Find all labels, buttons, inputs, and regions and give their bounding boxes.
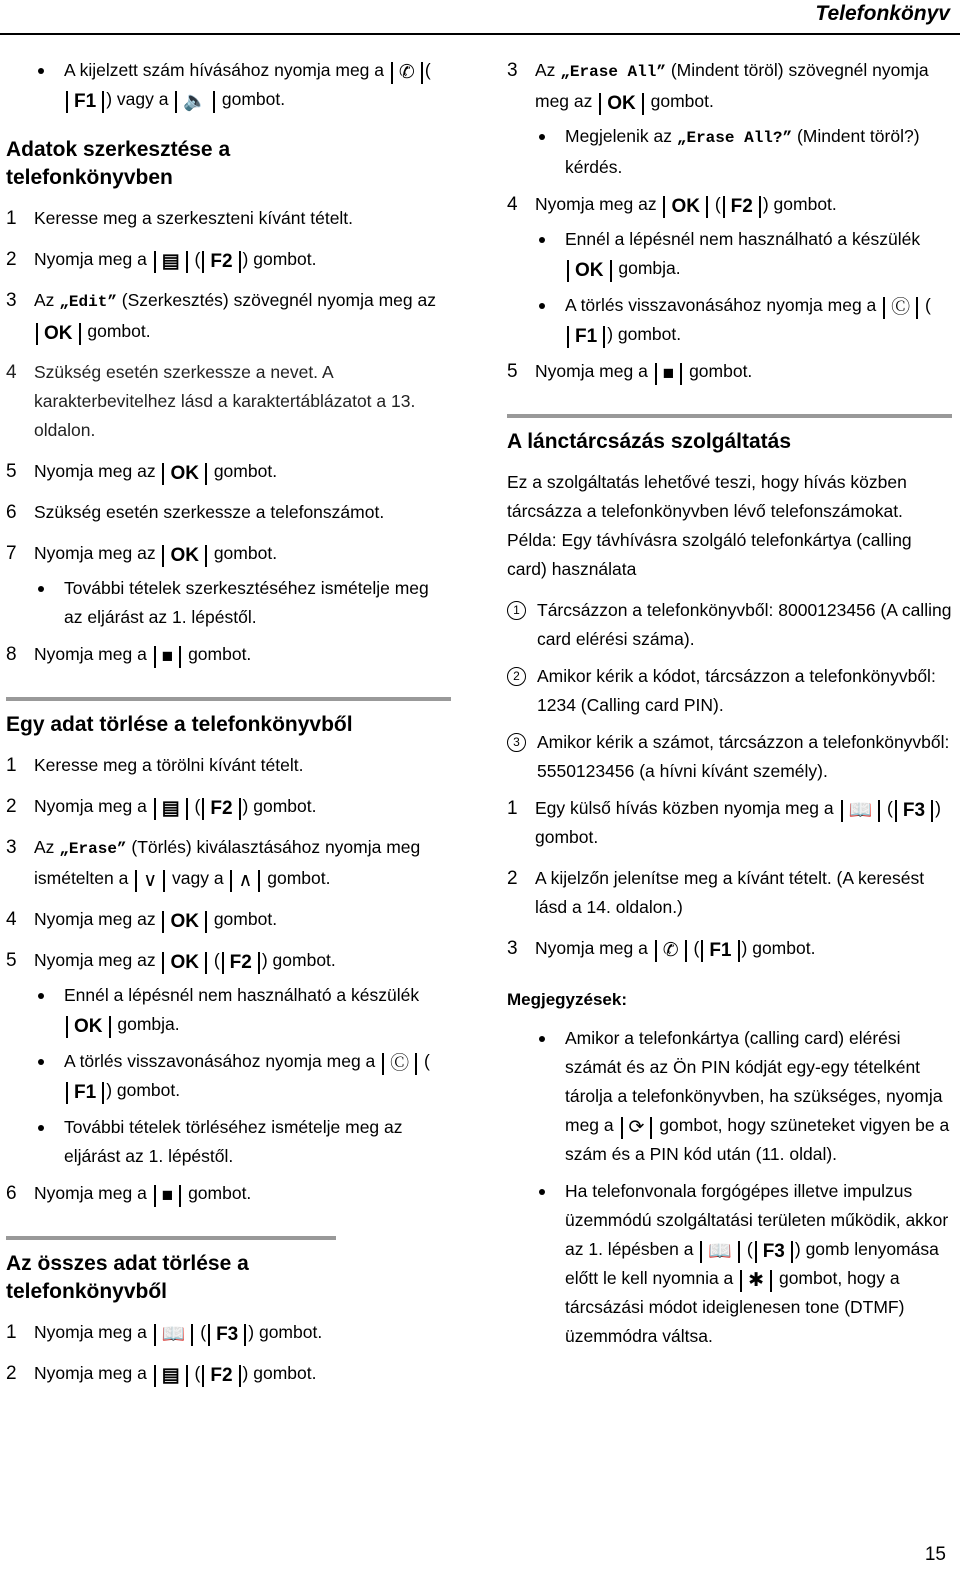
- erase-all-step-3-c: gombot.: [650, 91, 714, 111]
- f2-key: F2: [723, 196, 761, 218]
- f1-key: F1: [66, 1082, 104, 1104]
- erase-all-step-4: 4 Nyomja meg az OK ( F2 ) gombot.: [507, 194, 837, 217]
- chain-example-2: [507, 662, 952, 720]
- note-2-c: gombot, hogy a tárcsázási módot ideiglenesen tone (DTMF) üzemmódra váltsa.: [565, 1268, 905, 1346]
- f2-key: F2: [202, 1365, 240, 1387]
- down-arrow-icon: ∨: [135, 870, 165, 892]
- note-2-b: gomb lenyomása előtt le kell nyomnia a: [565, 1239, 939, 1288]
- section-title-erase-one: Egy adat törlése a telefonkönyvből: [6, 697, 451, 739]
- stop-icon: ■: [154, 1185, 181, 1207]
- erase-code: „Erase”: [59, 840, 127, 858]
- chain-step-3: 3 Nyomja meg a ✆ ( F1 ) gombot.: [507, 938, 816, 961]
- menu-icon: ▤: [154, 251, 188, 273]
- edit-step-6: 6 Szükség esetén szerkessze a telefonszámot.: [6, 502, 385, 523]
- chain-step-1-a: Egy külső hívás közben nyomja meg a: [535, 798, 834, 818]
- erase-bullet-2-b: gombot.: [116, 1080, 181, 1100]
- erase-all-bullet-2-b: gombot.: [617, 324, 682, 344]
- phone-handset-icon: ✆: [391, 62, 423, 84]
- erase-all-step-3-a: Az: [535, 60, 556, 80]
- erase-all-step-2: 2 Nyomja meg a ▤ ( F2 ) gombot.: [6, 1363, 317, 1386]
- erase-step-4-a: Nyomja meg az: [34, 909, 156, 929]
- erase-all-step-3: 3 Az „Erase All” (Mindent töröl) szövegnél nyomja meg az OK gombot.: [507, 60, 929, 114]
- ok-key: OK: [162, 463, 207, 485]
- f1-key: F1: [567, 326, 605, 348]
- chain-example-3-b: 5550123456 (a hívni kívánt személy).: [537, 761, 828, 781]
- erase-step-4: 4 Nyomja meg az OK gombot.: [6, 909, 278, 932]
- erase-step-1: 1 Keresse meg a törölni kívánt tételt.: [6, 755, 304, 776]
- ok-key: OK: [36, 323, 81, 345]
- erase-all-step-5-a: Nyomja meg a: [535, 361, 648, 381]
- ok-key: OK: [162, 911, 207, 933]
- edit-step-5: 5 Nyomja meg az OK gombot.: [6, 461, 278, 484]
- edit-step-1-text: Keresse meg a szerkeszteni kívánt tételt.: [34, 208, 354, 228]
- phonebook-icon: 📖: [841, 800, 881, 822]
- edit-step-8: 8 Nyomja meg a ■ gombot.: [6, 644, 252, 667]
- erase-step-2: 2 Nyomja meg a ▤ ( F2 ) gombot.: [6, 796, 317, 819]
- header-rule: [0, 33, 960, 35]
- edit-step-7: 7 Nyomja meg az OK gombot.: [6, 543, 278, 566]
- intro-bullet: [6, 56, 451, 114]
- star-icon: ✱: [740, 1270, 772, 1292]
- erase-step-5: 5 Nyomja meg az OK ( F2 ) gombot.: [6, 950, 336, 973]
- chain-example-2-a: Amikor kérik a kódot, tárcsázzon a telefonkönyvből:: [537, 666, 936, 686]
- erase-bullet-1-a: Ennél a lépésnél nem használható a készülék: [64, 985, 420, 1005]
- erase-all-bullet-1: [507, 225, 952, 283]
- note-2-a: Ha telefonvonala forgógépes illetve impulzus üzemmódú szolgáltatási területen működik, akkor az 1. lépésben a: [565, 1181, 949, 1259]
- ok-key: OK: [162, 545, 207, 567]
- erase-step-3-d: gombot.: [267, 868, 331, 888]
- stop-icon: ■: [154, 646, 181, 668]
- edit-code: „Edit”: [59, 293, 117, 311]
- chain-example-1-text: Tárcsázzon a telefonkönyvből: 8000123456 (A calling card elérési száma).: [537, 600, 952, 649]
- chain-step-1: 1 Egy külső hívás közben nyomja meg a 📖 ( F3 ) gombot.: [507, 798, 941, 847]
- right-column: [507, 56, 952, 1359]
- section-title-chain-dial: A lánctárcsázás szolgáltatás: [507, 414, 952, 456]
- f3-key: F3: [895, 800, 933, 822]
- chain-intro: Ez a szolgáltatás lehetővé teszi, hogy hívás közben tárcsázza a telefonkönyvben lévő telefonszámokat. Példa: Egy távhívásra szolgáló telefonkártya (calling card) használata: [507, 472, 912, 579]
- page-header-title: Telefonkönyv: [815, 2, 950, 25]
- chain-example-3-a: Amikor kérik a számot, tárcsázzon a telefonkönyvből:: [537, 732, 950, 752]
- erase-all-step-3-bullet: [507, 122, 952, 182]
- circled-1-icon: 1: [507, 601, 526, 620]
- chain-example-1: [507, 596, 952, 654]
- note-1-b: gombot, hogy szüneteket vigyen be a szám és a PIN kód után (11. oldal).: [565, 1115, 950, 1164]
- erase-all-bullet-2: A törlés visszavonásához nyomja meg a Ⓒ (F1 ) gombot.: [507, 291, 952, 349]
- edit-step-4-text: Szükség esetén szerkessze a nevet. A karakterbevitelhez lásd a karaktertáblázatot a 13. oldalon.: [34, 362, 416, 440]
- erase-bullet-1: [6, 981, 451, 1039]
- erase-all-step-4-b: gombot.: [773, 194, 837, 214]
- erase-all-step-1-a: Nyomja meg a: [34, 1322, 147, 1342]
- note-1: [507, 1024, 952, 1169]
- f2-key: F2: [202, 251, 240, 273]
- note-2: Ha telefonvonala forgógépes illetve impulzus üzemmódú szolgáltatási területen működik, akkor az 1. lépésben a 📖 ( F3 ) gomb lenyomása előtt le kell nyomnia a ✱ gombot, hogy a tárcsázási módot ideiglenesen tone (DTMF) üzemmódra váltsa.: [507, 1177, 952, 1351]
- erase-all-bullet-2-a: A törlés visszavonásához nyomja meg a: [565, 295, 877, 315]
- edit-step-7-bullet: További tételek szerkesztéséhez ismételje meg az eljárást az 1. lépéstől.: [6, 574, 451, 632]
- erase-all-code: „Erase All”: [560, 63, 666, 81]
- erase-all-step-5: 5 Nyomja meg a ■ gombot.: [507, 361, 753, 384]
- edit-step-5-b: gombot.: [213, 461, 278, 481]
- erase-bullet-2-a: A törlés visszavonásához nyomja meg a: [64, 1051, 376, 1071]
- notes-title: Megjegyzések:: [507, 990, 627, 1009]
- speaker-icon: 🔈: [175, 91, 215, 113]
- ok-key: OK: [162, 952, 207, 974]
- erase-step-5-b: gombot.: [272, 950, 336, 970]
- ok-key: OK: [599, 93, 644, 115]
- clear-c-icon: Ⓒ: [883, 297, 918, 319]
- edit-step-2-end: gombot.: [253, 249, 317, 269]
- f2-key: F2: [222, 952, 260, 974]
- chain-step-3-a: Nyomja meg a: [535, 938, 648, 958]
- erase-all-bullet-a: Megjelenik az: [565, 126, 672, 146]
- paren-open: (: [424, 60, 431, 80]
- edit-step-3: 3 Az „Edit” (Szerkesztés) szövegnél nyomja meg az OK gombot.: [6, 290, 436, 344]
- edit-step-3-a: Az: [34, 290, 55, 310]
- erase-all-step-2-b: gombot.: [253, 1363, 317, 1383]
- erase-all-bullet-b: (Mindent töröl?) kérdés.: [565, 126, 920, 177]
- ok-key: OK: [663, 196, 708, 218]
- erase-step-6: 6 Nyomja meg a ■ gombot.: [6, 1183, 252, 1206]
- edit-step-6-text: Szükség esetén szerkessze a telefonszámot.: [34, 502, 385, 522]
- circled-2-icon: 2: [507, 667, 526, 686]
- ok-key: OK: [66, 1016, 111, 1038]
- chain-step-3-b: gombot.: [752, 938, 816, 958]
- erase-all-step-1-b: gombot.: [258, 1322, 323, 1342]
- left-column: [6, 56, 451, 1400]
- erase-all-step-3-b: (Mindent töröl) szövegnél nyomja meg az: [535, 60, 929, 111]
- ok-key: OK: [567, 260, 612, 282]
- phonebook-icon: 📖: [700, 1241, 740, 1263]
- f1-key: F1: [66, 91, 104, 113]
- erase-bullet-1-b: gombja.: [117, 1014, 180, 1034]
- erase-all-step-5-b: gombot.: [689, 361, 753, 381]
- section-title-erase-all: Az összes adat törlése a telefonkönyvből: [6, 1236, 336, 1306]
- edit-step-4: 4 Szükség esetén szerkessze a nevet. A karakterbevitelhez lásd a karaktertáblázatot a 13. oldalon.: [6, 362, 416, 440]
- edit-step-5-a: Nyomja meg az: [34, 461, 156, 481]
- stop-icon: ■: [655, 363, 682, 385]
- phone-handset-icon: ✆: [655, 940, 687, 962]
- chain-example-2-b: 1234 (Calling card PIN).: [537, 695, 724, 715]
- erase-all-bullet-1-b: gombja.: [618, 258, 681, 278]
- erase-step-5-a: Nyomja meg az: [34, 950, 156, 970]
- erase-all-step-1: 1 Nyomja meg a 📖 ( F3 ) gombot.: [6, 1322, 323, 1345]
- f3-key: F3: [755, 1241, 793, 1263]
- page-number: 15: [924, 1544, 946, 1565]
- note-1-a: Amikor a telefonkártya (calling card) elérési számát és az Ön PIN kódját egy-egy tételként tárolja a telefonkönyvben, ha szükséges, nyomja meg a: [565, 1028, 943, 1135]
- edit-step-3-b: (Szerkesztés) szövegnél nyomja meg az: [121, 290, 436, 310]
- intro-text-2: ) vagy a: [106, 89, 169, 109]
- f3-key: F3: [208, 1324, 246, 1346]
- erase-step-6-b: gombot.: [188, 1183, 252, 1203]
- edit-step-2: 2 Nyomja meg a ▤ ( F2 ) gombot.: [6, 249, 317, 272]
- edit-step-8-a: Nyomja meg a: [34, 644, 147, 664]
- edit-step-7-b: gombot.: [213, 543, 278, 563]
- edit-step-7-a: Nyomja meg az: [34, 543, 156, 563]
- erase-all-question-code: „Erase All?”: [676, 129, 793, 147]
- erase-step-3: 3 Az „Erase” (Törlés) kiválasztásához nyomja meg ismételten a ∨ vagy a ∧ gombot.: [6, 837, 421, 891]
- redial-icon: ⟳: [621, 1117, 653, 1139]
- edit-step-3-c: gombot.: [87, 321, 151, 341]
- chain-example-3: [507, 728, 952, 786]
- erase-step-3-a: Az: [34, 837, 55, 857]
- edit-step-1: 1 Keresse meg a szerkeszteni kívánt tételt.: [6, 208, 354, 229]
- up-arrow-icon: ∧: [230, 870, 260, 892]
- edit-step-2-text: Nyomja meg a: [34, 249, 147, 269]
- erase-all-step-2-a: Nyomja meg a: [34, 1363, 147, 1383]
- erase-all-bullet-1-a: Ennél a lépésnél nem használható a készülék: [565, 229, 921, 249]
- erase-step-4-b: gombot.: [213, 909, 278, 929]
- chain-step-2-text: A kijelzőn jelenítse meg a kívánt tételt. (A keresést lásd a 14. oldalon.): [535, 868, 925, 917]
- edit-step-8-b: gombot.: [188, 644, 252, 664]
- f2-key: F2: [202, 798, 240, 820]
- erase-step-6-a: Nyomja meg a: [34, 1183, 147, 1203]
- erase-step-1-text: Keresse meg a törölni kívánt tételt.: [34, 755, 304, 775]
- phonebook-icon: 📖: [154, 1324, 194, 1346]
- erase-step-2-a: Nyomja meg a: [34, 796, 147, 816]
- intro-text-3: gombot.: [221, 89, 286, 109]
- chain-step-1-b: gombot.: [535, 827, 599, 847]
- erase-step-3-b: (Törlés) kiválasztásához nyomja meg ismételten a: [34, 837, 421, 888]
- erase-bullet-2: A törlés visszavonásához nyomja meg a Ⓒ (F1 ) gombot.: [6, 1047, 451, 1105]
- chain-step-2: 2 A kijelzőn jelenítse meg a kívánt tételt. (A keresést lásd a 14. oldalon.): [507, 868, 925, 917]
- erase-bullet-3: További tételek törléséhez ismételje meg az eljárást az 1. lépéstől.: [6, 1113, 451, 1171]
- circled-3-icon: 3: [507, 733, 526, 752]
- f1-key: F1: [701, 940, 739, 962]
- erase-all-step-4-a: Nyomja meg az: [535, 194, 657, 214]
- erase-step-3-c: vagy a: [172, 868, 224, 888]
- section-title-edit: Adatok szerkesztése a telefonkönyvben: [6, 138, 231, 189]
- intro-text: A kijelzett szám hívásához nyomja meg a: [64, 60, 385, 80]
- menu-icon: ▤: [154, 798, 188, 820]
- menu-icon: ▤: [154, 1365, 188, 1387]
- erase-step-2-b: gombot.: [253, 796, 317, 816]
- clear-c-icon: Ⓒ: [382, 1053, 417, 1075]
